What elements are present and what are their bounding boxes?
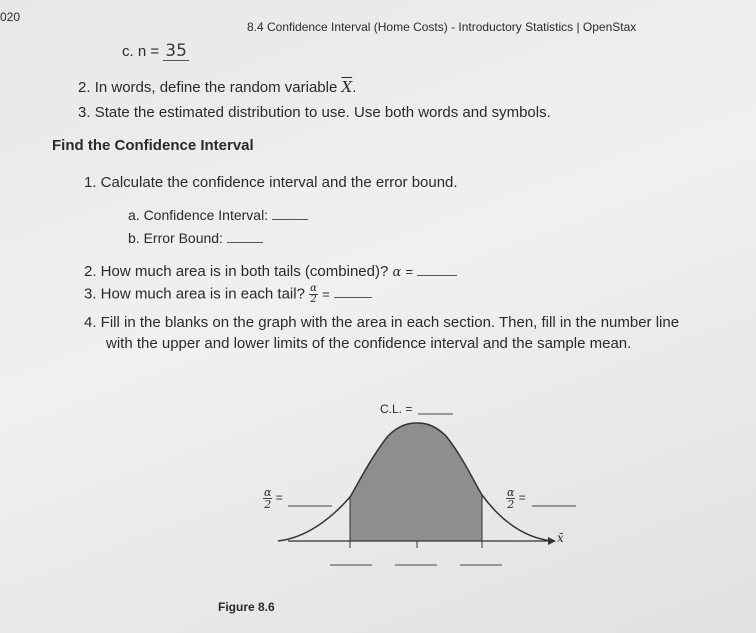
q3-text: 3. How much area is in each tail? [84,285,305,303]
fraction-numerator: α [507,486,515,499]
axis-xbar-label: x̄ [557,531,564,545]
fraction-numerator: α [264,486,272,499]
question-number: 2. [78,79,91,96]
xbar-symbol: $\overline{X}$ [341,78,353,96]
fraction-denominator: 2 [264,498,272,511]
equals-sign: = [405,264,414,279]
equals-sign: = [518,490,526,505]
q1-text: 1. Calculate the confidence interval and the error bound. [84,174,458,191]
q1-a-label: a. Confidence Interval: [128,207,269,223]
running-title: 8.4 Confidence Interval (Home Costs) - Introductory Statistics | OpenStax [247,20,637,34]
q4-line2: with the upper and lower limits of the confidence interval and the sample mean. [106,335,632,352]
question-text: State the estimated distribution to use. Use both words and symbols. [94,104,551,121]
section-title: Find the Confidence Interval [52,137,254,154]
question-number: 3. [78,104,91,121]
fraction-numerator: α [310,283,317,294]
equals-sign: = [275,490,283,505]
right-tail-label [506,487,526,510]
question-end: . [352,79,357,96]
sample-size-handwritten: 35 [165,41,187,61]
fraction-denominator: 2 [507,498,515,511]
axis-arrowhead [548,537,556,545]
right-tail-fraction [506,487,515,510]
figure-caption: Figure 8.6 [218,600,275,614]
alpha-symbol: α [392,265,402,280]
sample-size-label: c. n = [122,43,160,60]
question-text: In words, define the random variable [94,79,338,96]
page-fragment: 020 [0,10,21,24]
q4-line1: 4. Fill in the blanks on the graph with the area in each section. Then, fill in the number line [84,314,680,331]
left-tail-fraction [263,487,272,510]
q1-b-label: b. Error Bound: [128,230,223,246]
equals-sign: = [322,286,330,302]
left-tail-label [263,487,283,510]
confidence-level-label: C.L. = [380,402,413,416]
confidence-region-shade [350,423,482,541]
q2-text: 2. How much area is in both tails (combined)? [84,263,389,280]
fraction-denominator: 2 [310,294,317,305]
